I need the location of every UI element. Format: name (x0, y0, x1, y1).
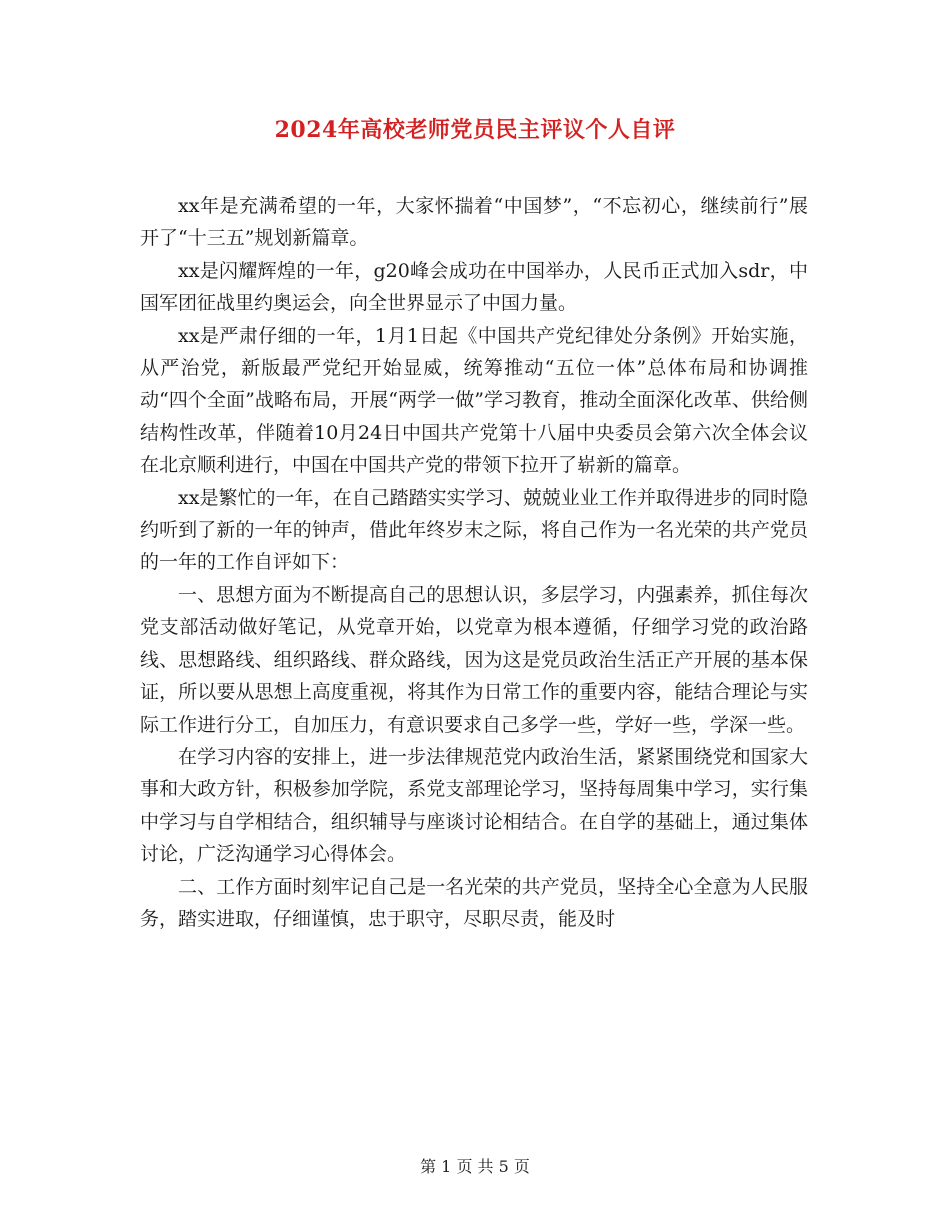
paragraph: xx是繁忙的一年，在自己踏踏实实学习、兢兢业业工作并取得进步的同时隐约听到了新的一年的钟声，借此年终岁末之际，将自己作为一名光荣的共产党员的一年的工作自评如下： (140, 486, 808, 574)
paragraph: 二、工作方面时刻牢记自己是一名光荣的共产党员，坚持全心全意为人民服务，踏实进取，仔细谨慎，忠于职守，尽职尽责，能及时 (140, 875, 808, 930)
paragraph: xx年是充满希望的一年，大家怀揣着“中国梦”，“不忘初心，继续前行”展开了“十三五”规划新篇章。 (140, 195, 808, 250)
document-body (140, 190, 808, 935)
page-footer: 第 1 页 共 5 页 (420, 1157, 530, 1176)
paragraph: 在学习内容的安排上，进一步法律规范党内政治生活，紧紧围绕党和国家大事和大政方针，积极参加学院，系党支部理论学习，坚持每周集中学习，实行集中学习与自学相结合，组织辅导与座谈讨论相结合。在自学的基础上，通过集体讨论，广泛沟通学习心得体会。 (140, 745, 808, 866)
paragraph: xx是严肃仔细的一年，1月1日起《中国共产党纪律处分条例》开始实施，从严治党，新版最严党纪开始显威，统筹推动“五位一体”总体布局和协调推动“四个全面”战略布局，开展“两学一做”学习教育，推动全面深化改革、供给侧结构性改革，伴随着10月24日中国共产党第十八届中央委员会第六次全体会议在北京顺利进行，中国在中国共产党的带领下拉开了崭新的篇章。 (140, 324, 808, 477)
document-title: 2024年高校老师党员民主评议个人自评 (274, 117, 676, 143)
paragraph: xx是闪耀辉煌的一年，g20峰会成功在中国举办，人民币正式加入sdr，中国军团征战里约奥运会，向全世界显示了中国力量。 (140, 259, 808, 315)
paragraph: 一、思想方面为不断提高自己的思想认识，多层学习，内强素养，抓住每次党支部活动做好笔记，从党章开始，以党章为根本遵循，仔细学习党的政治路线、思想路线、组织路线、群众路线，因为这是党员政治生活正产开展的基本保证，所以要从思想上高度重视，将其作为日常工作的重要内容，能结合理论与实际工作进行分工，自加压力，有意识要求自己多学一些，学好一些，学深一些。 (140, 583, 808, 736)
